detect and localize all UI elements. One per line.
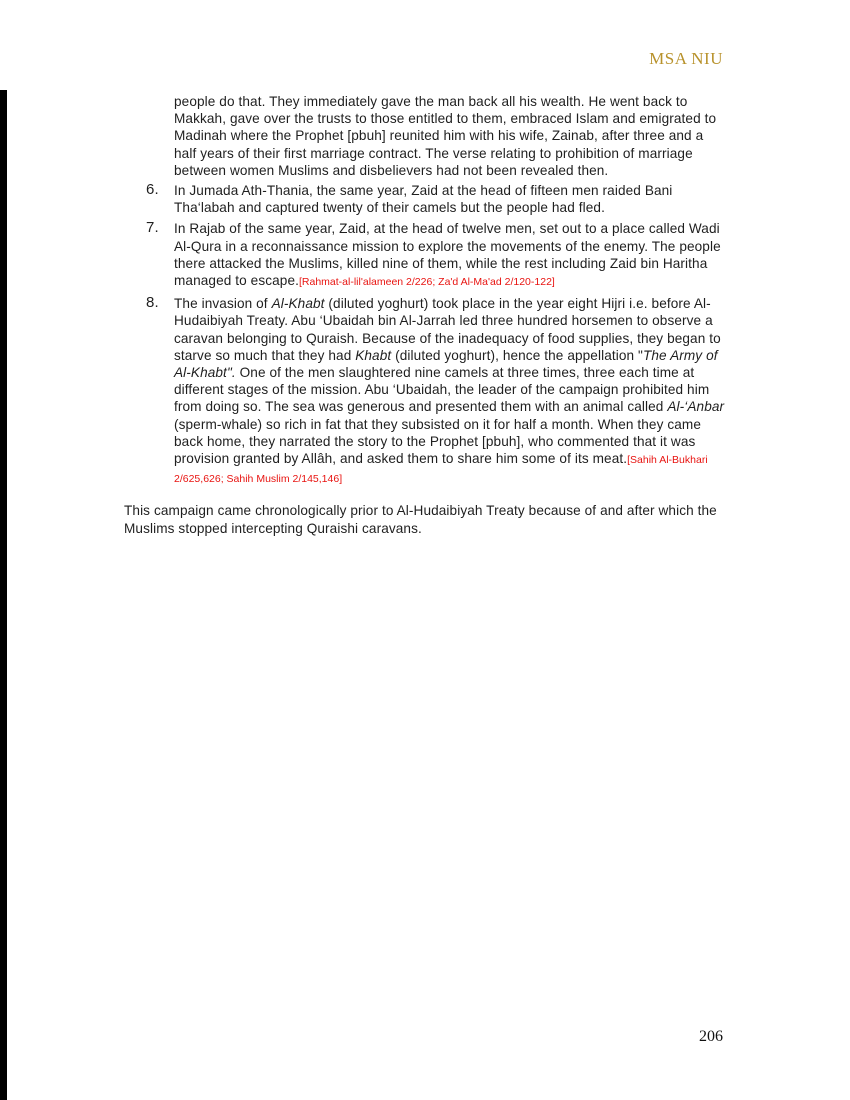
body-paragraph-continuation: people do that. They immediately gave the man back all his wealth. He went back to Makkah, gave over the trusts to those entitled to them, embraced Islam and emigrated to Madinah where the Prophet [pbuh] reunited him with his wife, Zainab, after three and a half years of their first marriage contract. The verse relating to prohibition of marriage between women Muslims and disbelievers had not been revealed then. [174, 94, 717, 178]
page-header-text: MSA NIU [649, 49, 723, 68]
list-item-8 [124, 295, 728, 488]
list-item-8-number: 8. [146, 294, 159, 312]
list-item-6 [124, 182, 728, 216]
scan-edge-artifact [0, 90, 7, 1100]
closing-paragraph: This campaign came chronologically prior to Al-Hudaibiyah Treaty because of and after which the Muslims stopped intercepting Quraishi caravans. [124, 503, 717, 536]
citation-ref: [Sahih Al-Bukhari 2/625,626; Sahih Muslim 2/145,146] [174, 454, 708, 486]
list-item-7 [124, 220, 728, 291]
list-item-8-text: The invasion of Al-Khabt (diluted yoghurt) took place in the year eight Hijri i.e. before Al-Hudaibiyah Treaty. Abu ‘Ubaidah bin Al-Jarrah led three hundred horsemen to observe a caravan belonging to Quraish. Because of the inadequacy of food supplies, they began to starve so much that they had Khabt (diluted yoghurt), hence the appellation "The Army of Al-Khabt". One of the men slaughtered nine camels at three times, three each time at different stages of the mission. Abu ‘Ubaidah, the leader of the campaign prohibited him from doing so. The sea was generous and presented them with an animal called Al-‘Anbar (sperm-whale) so rich in fat that they subsisted on it for half a month. When they came back home, they narrated the story to the Prophet [pbuh], who commented that it was provision granted by Allâh, and asked them to share him some of its meat. [174, 296, 725, 467]
list-item-7-text: In Rajab of the same year, Zaid, at the head of twelve men, set out to a place called Wadi Al-Qura in a reconnaissance mission to explore the movements of the enemy. The people there attacked the Muslims, killed nine of them, while the rest including Zaid bin Haritha managed to escape. [174, 221, 721, 289]
page-body [124, 93, 728, 550]
citation-ref: [Rahmat-al-lil'alameen 2/226; Za'd Al-Ma'ad 2/120-122] [299, 276, 555, 289]
list-item-6-text: In Jumada Ath-Thania, the same year, Zaid at the head of fifteen men raided Bani Tha‘labah and captured twenty of their camels but the people had fled. [174, 183, 673, 216]
list-item-6-number: 6. [146, 181, 159, 199]
numbered-list [124, 182, 728, 488]
page-number: 206 [699, 1028, 723, 1045]
list-item-7-number: 7. [146, 219, 159, 237]
